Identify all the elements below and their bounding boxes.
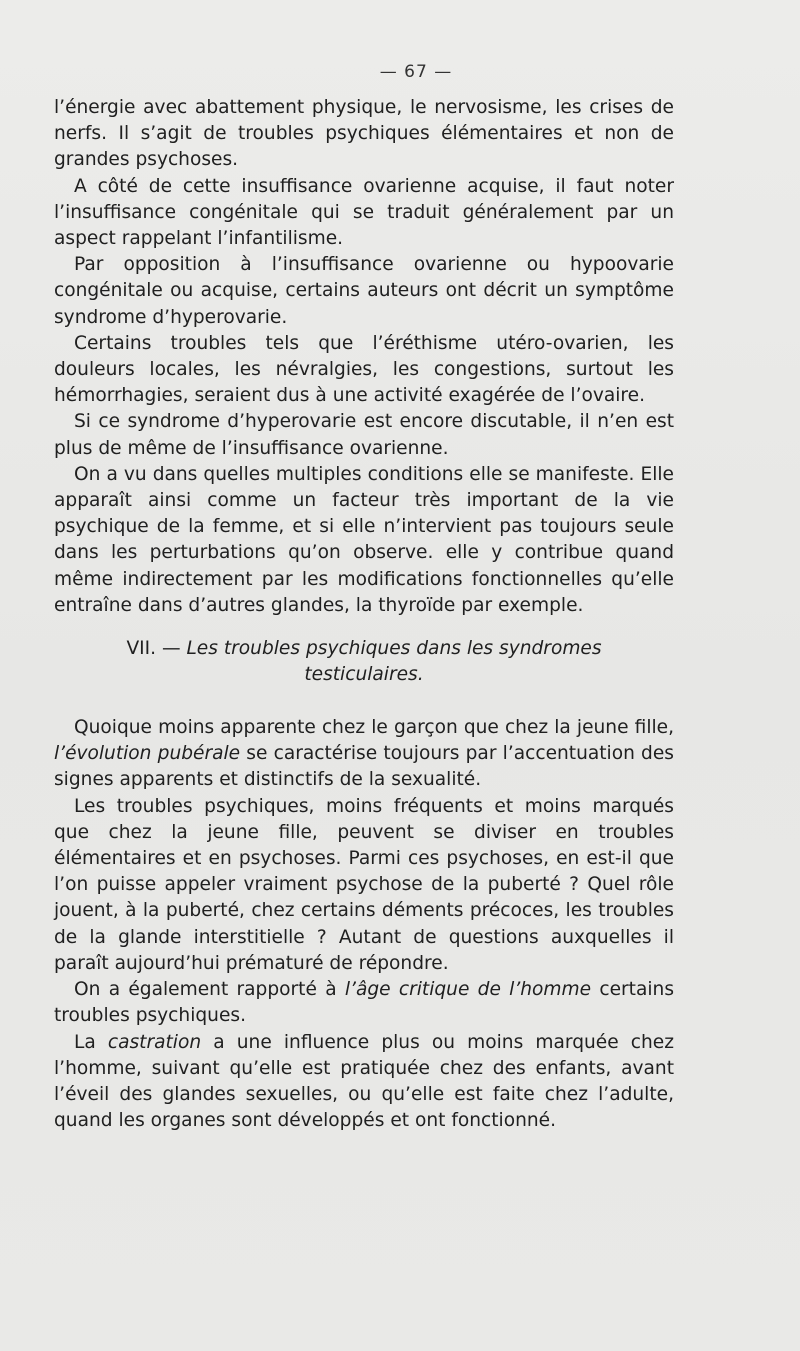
- paragraph: [54, 462, 674, 619]
- paragraph: [54, 794, 674, 977]
- section-title-line1: Les troubles psychiques dans les syndromes: [186, 638, 602, 660]
- paragraph: [54, 252, 674, 331]
- text-run: Les troubles psychiques, moins fréquents et moins marqués que chez la jeune fille, peuvent se diviser en troubles élémentaires et en psychoses. Parmi ces psychoses, en est-il que l’on puisse appeler vraiment psychose de la puberté ? Quel rôle jouent, à la puberté, chez certains déments précoces, les troubles de la glande interstitielle ? Autant de questions auxquelles il paraît aujourd’hui prématuré de répondre.: [54, 795, 674, 974]
- paragraph: [54, 95, 674, 174]
- text-run: se caractérise toujours par l’accentuation des signes apparents et distinctifs de la sexualité.: [54, 743, 674, 791]
- paragraph: [54, 331, 674, 410]
- text-run: a une influence plus ou moins marquée chez l’homme, suivant qu’elle est pratiquée chez des enfants, avant l’éveil des glandes sexuelles, ou qu’elle est faite chez l’adulte, quand les organes sont développés et ont fonctionné.: [54, 1031, 674, 1132]
- text-run: Par opposition à l’insuffisance ovarienne ou hypoovarie congénitale ou acquise, certains auteurs ont décrit un symptôme syndrome d’hyperovarie.: [54, 254, 674, 328]
- body-text: [54, 95, 674, 1134]
- text-run: On a également rapporté à: [74, 979, 345, 1001]
- text-run: Certains troubles tels que l’éréthisme utéro-ovarien, les douleurs locales, les névralgies, les congestions, surtout les hémorrhagies, seraient dus à une activité exagérée de l’ovaire.: [54, 332, 674, 407]
- section-number: VII. —: [126, 638, 187, 660]
- section-title-line2: testiculaires.: [304, 664, 424, 686]
- paragraph: [54, 409, 674, 461]
- text-run: certains troubles psychiques.: [54, 979, 675, 1027]
- italic-text: l’évolution pubérale: [54, 743, 241, 765]
- text-run: A côté de cette insuffisance ovarienne acquise, il faut noter l’insuffisance congénitale qui se traduit généralement par un aspect rappelant l’infantilisme.: [54, 175, 674, 250]
- paragraph: [54, 174, 674, 253]
- paragraphs-after-section: [54, 715, 674, 1134]
- paragraph: [54, 715, 674, 794]
- text-run: La: [74, 1031, 108, 1053]
- paragraphs-before-section: [54, 95, 674, 619]
- italic-text: l’âge critique de l’homme: [344, 979, 592, 1001]
- text-run: l’énergie avec abattement physique, le nervosisme, les crises de nerfs. Il s’agit de troubles psychiques élémentaires et non de grandes psychoses.: [54, 97, 674, 171]
- page-number: — 67 —: [379, 62, 453, 82]
- text-run: On a vu dans quelles multiples conditions elle se manifeste. Elle apparaît ainsi comme un facteur très important de la vie psychique de la femme, et si elle n’intervient pas toujours seule dans les perturbations qu’on observe. elle y contribue quand même indirectement par les modifications fonctionnelles qu’elle entraîne dans d’autres glandes, la thyroïde par exemple.: [54, 463, 674, 616]
- text-run: Si ce syndrome d’hyperovarie est encore discutable, il n’en est plus de même de l’insuffisance ovarienne.: [54, 411, 674, 459]
- section-heading: [54, 636, 674, 688]
- paragraph: [54, 977, 674, 1029]
- italic-text: castration: [107, 1031, 202, 1053]
- paragraph: [54, 1030, 674, 1135]
- text-run: Quoique moins apparente chez le garçon que chez la jeune fille,: [74, 717, 674, 739]
